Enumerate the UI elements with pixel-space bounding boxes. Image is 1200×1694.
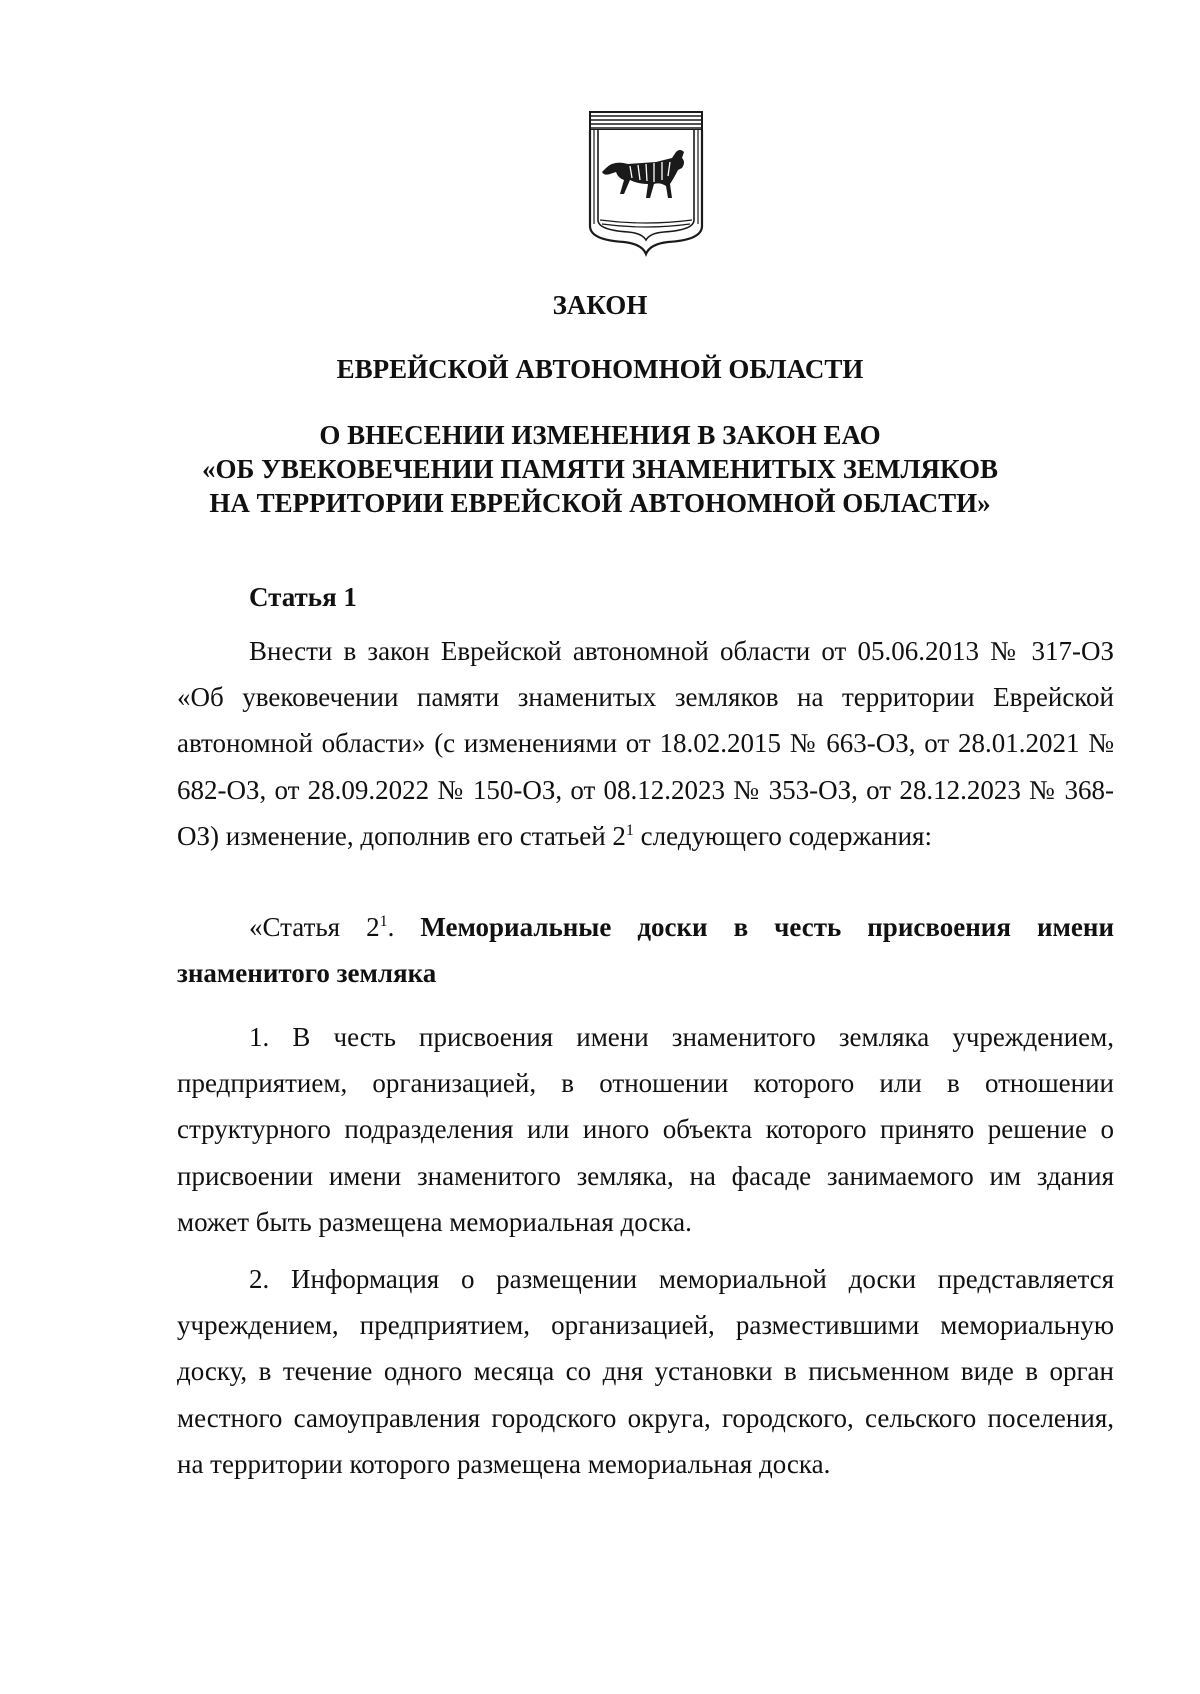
intro-text-end: следующего содержания: xyxy=(633,820,932,851)
article-1-intro xyxy=(177,628,1114,859)
new-article-dot: . xyxy=(387,912,395,942)
new-article-superscript: 1 xyxy=(379,913,388,930)
region-heading: ЕВРЕЙСКОЙ АВТОНОМНОЙ ОБЛАСТИ xyxy=(336,354,864,384)
intro-superscript: 1 xyxy=(625,821,634,839)
coat-of-arms-tiger-icon xyxy=(584,108,708,258)
law-title-line: НА ТЕРРИТОРИИ ЕВРЕЙСКОЙ АВТОНОМНОЙ ОБЛАСТИ» xyxy=(209,488,991,518)
new-article-title: Мемориальные доски в честь присвоения имени знаменитого земляка xyxy=(177,912,1115,989)
law-title-line: О ВНЕСЕНИИ ИЗМЕНЕНИЯ В ЗАКОН ЕАО xyxy=(319,420,881,450)
article-1-heading: Статья 1 xyxy=(249,582,357,612)
law-title-line: «ОБ УВЕКОВЕЧЕНИИ ПАМЯТИ ЗНАМЕНИТЫХ ЗЕМЛЯКОВ xyxy=(202,454,998,484)
new-article-heading xyxy=(177,904,1114,996)
law-title xyxy=(0,418,1200,520)
intro-text: Внести в закон Еврейской автономной области от 05.06.2013 № 317-ОЗ «Об увековечении памяти знаменитых земляков на территории Еврейской автономной области» (с изменениями от 18.02.2015 № 663-ОЗ, от 28.01.2021 № 682-ОЗ, от 28.09.2022 № 150-ОЗ, от 08.12.2023 № 353-ОЗ, от 28.12.2023 № 368-ОЗ) изменение, дополнив его статьей 2 xyxy=(177,636,1114,851)
paragraph-1: 1. В честь присвоения имени знаменитого земляка учреждением, предприятием, организацией, в отношении которого или в отношении структурного подразделения или иного объекта которого принято решение о присвоении имени знаменитого земляка, на фасаде занимаемого им здания может быть размещена мемориальная доска. xyxy=(177,1022,1114,1237)
paragraph-2: 2. Информация о размещении мемориальной доски представляется учреждением, предприятием, организацией, разместившими мемориальную доску, в течение одного месяца со дня установки в письменном виде в орган местного самоуправления городского округа, городского, сельского поселения, на территории которого размещена мемориальная доска. xyxy=(177,1264,1114,1479)
new-article-prefix: «Статья 2 xyxy=(249,912,380,942)
document-type-heading: ЗАКОН xyxy=(552,290,648,320)
